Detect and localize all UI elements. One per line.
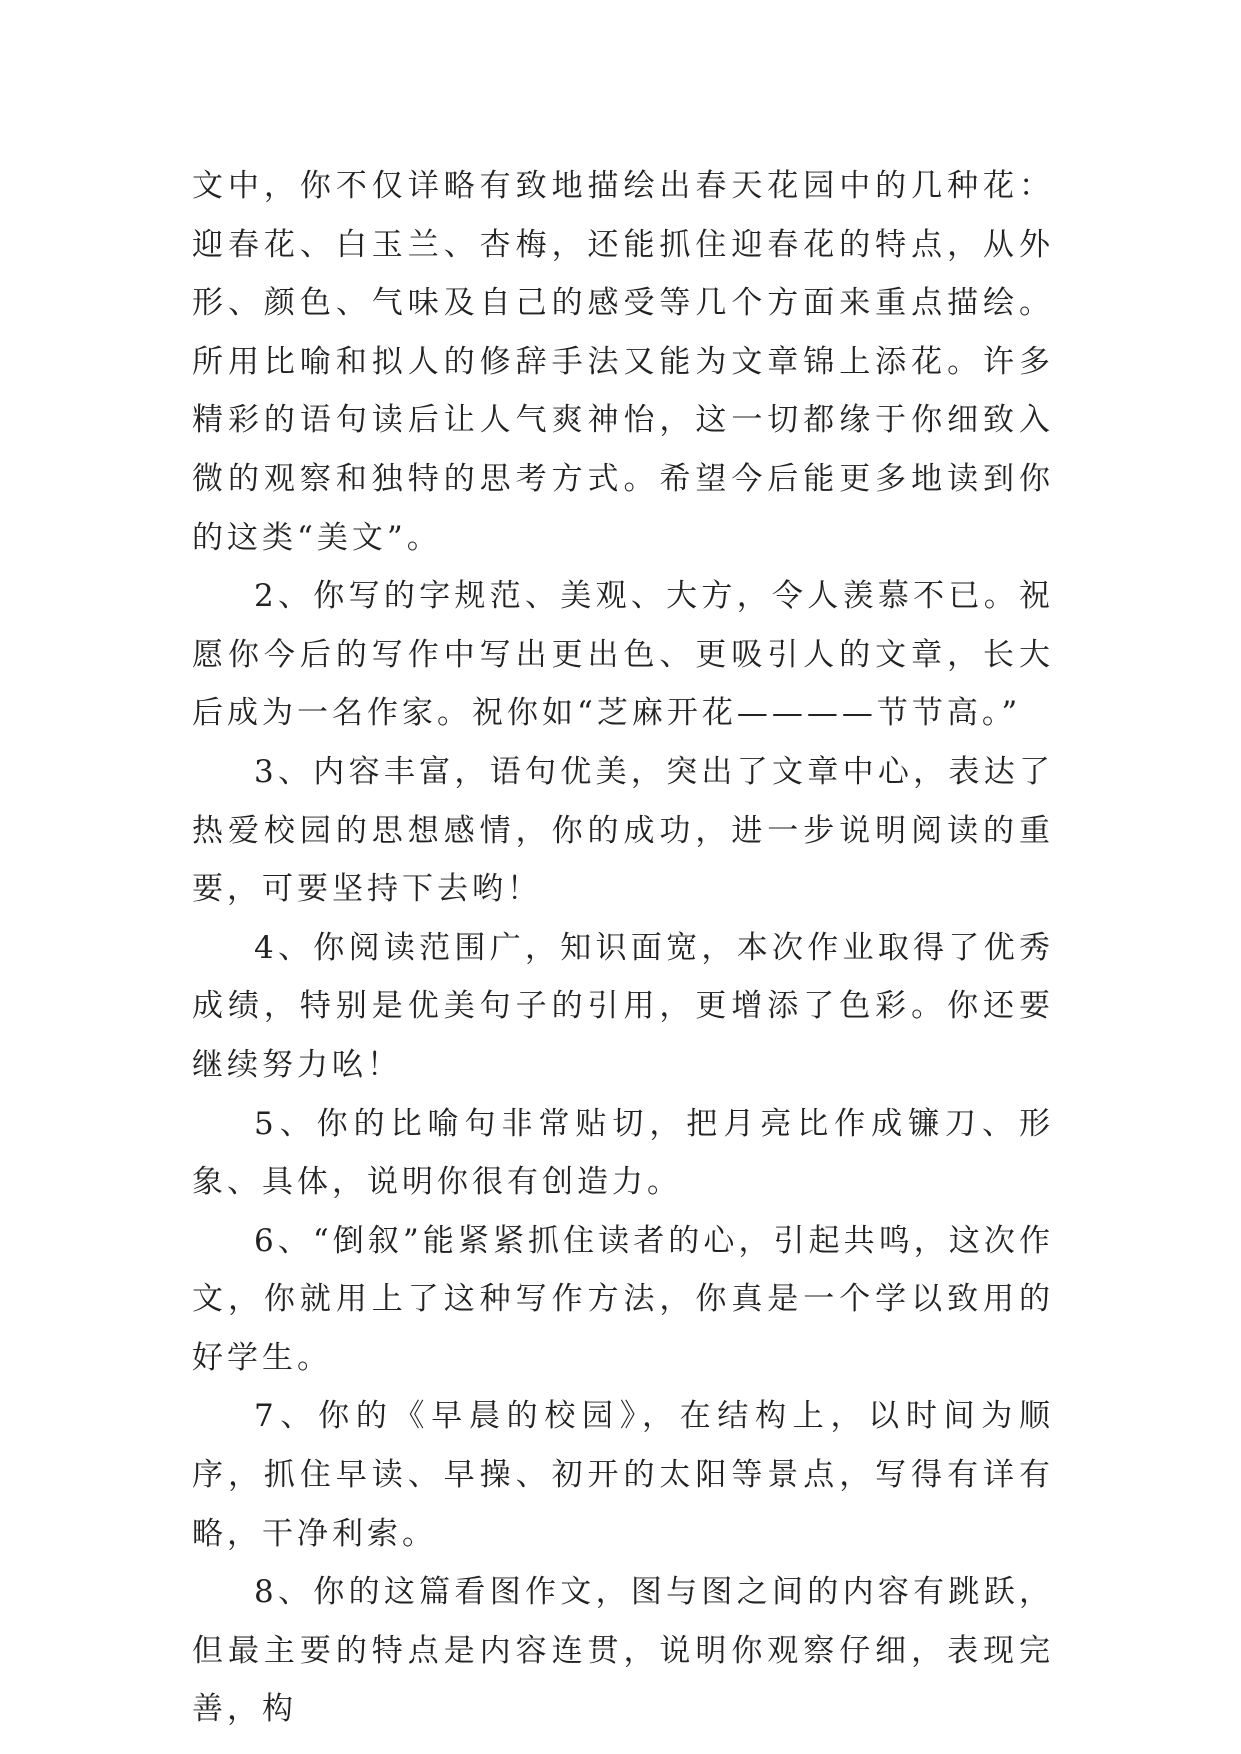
paragraph-comment-8: 8、你的这篇看图作文，图与图之间的内容有跳跃，但最主要的特点是内容连贯，说明你观察仔细，表现完善，构 (192, 1574, 1054, 1728)
paragraph-comment-4: 4、你阅读范围广，知识面宽，本次作业取得了优秀成绩，特别是优美句子的引用，更增添了色彩。你还要继续努力吆！ (192, 929, 1054, 1083)
paragraph-comment-7: 7、你的《早晨的校园》，在结构上，以时间为顺序，抓住早读、早操、初开的太阳等景点，写得有详有略，干净利索。 (192, 1398, 1054, 1552)
paragraph-comment-3: 3、内容丰富，语句优美，突出了文章中心，表达了热爱校园的思想感情，你的成功，进一步说明阅读的重要，可要坚持下去哟！ (192, 753, 1054, 908)
paragraph-continued: 文中，你不仅详略有致地描绘出春天花园中的几种花：迎春花、白玉兰、杏梅，还能抓住迎春花的特点，从外形、颜色、气味及自己的感受等几个方面来重点描绘。所用比喻和拟人的修辞手法又能为文章锦上添花。许多精彩的语句读后让人气爽神怡，这一切都缘于你细致入微的观察和独特的思考方式。希望今后能更多地读到你的这类“美文”。 (192, 168, 1054, 556)
paragraph-comment-5: 5、你的比喻句非常贴切，把月亮比作成镰刀、形象、具体，说明你很有创造力。 (192, 1105, 1054, 1201)
paragraph-comment-2: 2、你写的字规范、美观、大方，令人羡慕不已。祝愿你今后的写作中写出更出色、更吸引人的文章，长大后成为一名作家。祝你如“芝麻开花————节节高。” (192, 578, 1054, 732)
paragraph-comment-6: 6、“倒叙”能紧紧抓住读者的心，引起共鸣，这次作文，你就用上了这种写作方法，你真是一个学以致用的好学生。 (192, 1222, 1054, 1376)
document-body (192, 157, 1054, 1739)
